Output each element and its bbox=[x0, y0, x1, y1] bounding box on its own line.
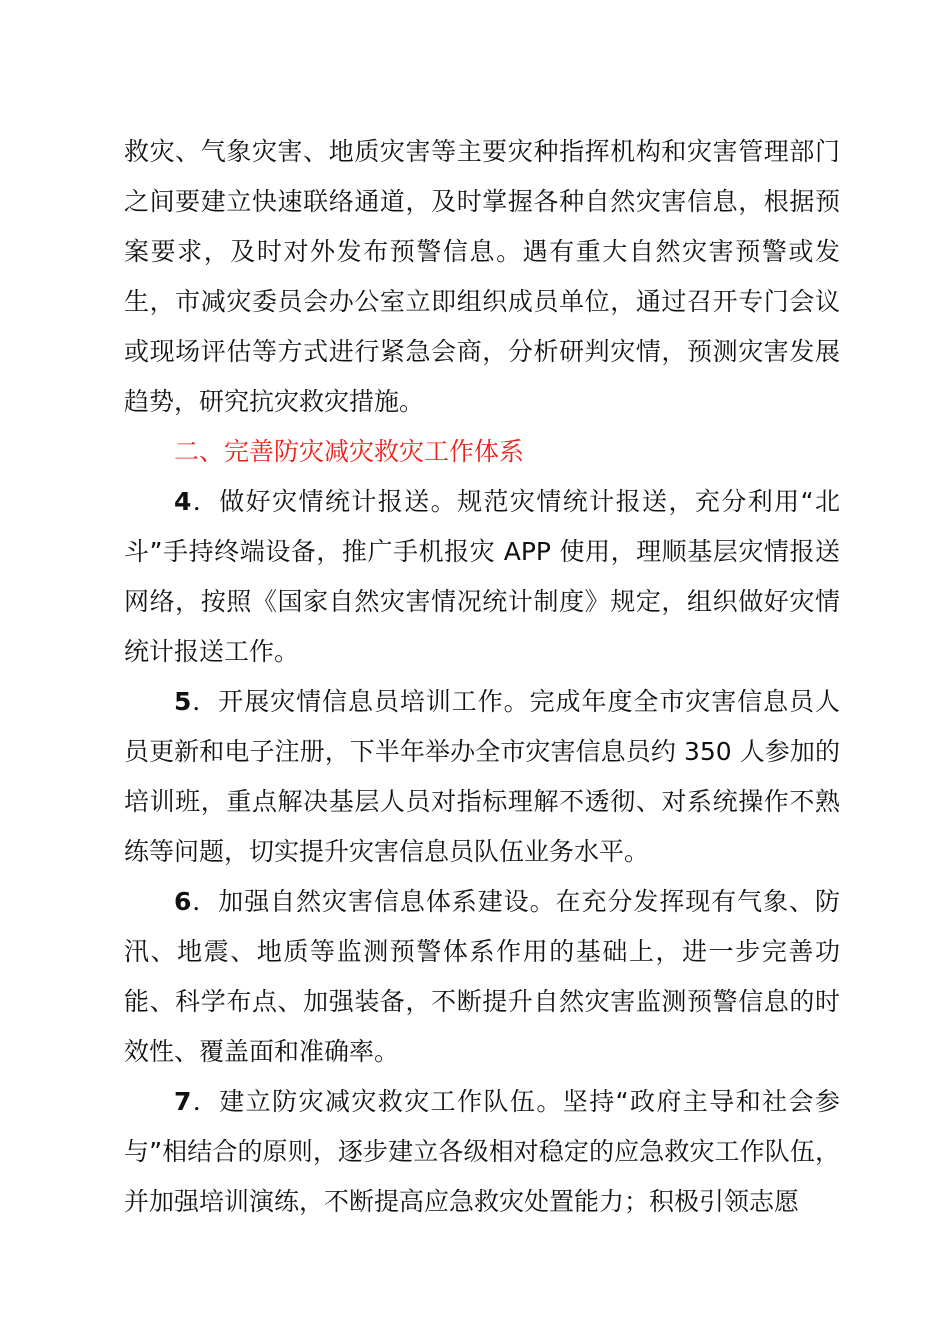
item-number: 7 bbox=[174, 1087, 192, 1116]
item-number: 6 bbox=[174, 887, 192, 916]
item-text: ．加强自然灾害信息体系建设。在充分发挥现有气象、防汛、地震、地质等监测预警体系作用的基础上，进一步完善功能、科学布点、加强装备，不断提升自然灾害监测预警信息的时效性、覆盖面和准确率。 bbox=[124, 887, 840, 1066]
item-text: ．做好灾情统计报送。规范灾情统计报送，充分利用“北斗”手持终端设备，推广手机报灾 APP 使用，理顺基层灾情报送网络，按照《国家自然灾害情况统计制度》规定，组织做好灾情统计报送工作。 bbox=[124, 487, 840, 666]
item-text: ．开展灾情信息员培训工作。完成年度全市灾害信息员人员更新和电子注册，下半年举办全市灾害信息员约 350 人参加的培训班，重点解决基层人员对指标理解不透彻、对系统操作不熟练等问题，切实提升灾害信息员队伍业务水平。 bbox=[124, 687, 840, 866]
document-body bbox=[124, 127, 840, 1227]
list-item bbox=[124, 477, 840, 677]
item-number: 4 bbox=[174, 487, 192, 516]
continuation-paragraph: 救灾、气象灾害、地质灾害等主要灾种指挥机构和灾害管理部门之间要建立快速联络通道，及时掌握各种自然灾害信息，根据预案要求，及时对外发布预警信息。遇有重大自然灾害预警或发生，市减灾委员会办公室立即组织成员单位，通过召开专门会议或现场评估等方式进行紧急会商，分析研判灾情，预测灾害发展趋势，研究抗灾救灾措施。 bbox=[124, 137, 840, 416]
section-heading: 二、完善防灾减灾救灾工作体系 bbox=[174, 437, 525, 466]
list-item bbox=[124, 677, 840, 877]
item-number: 5 bbox=[174, 687, 192, 716]
list-item bbox=[124, 877, 840, 1077]
item-text: ．建立防灾减灾救灾工作队伍。坚持“政府主导和社会参与”相结合的原则，逐步建立各级相对稳定的应急救灾工作队伍，并加强培训演练，不断提高应急救灾处置能力；积极引领志愿 bbox=[124, 1087, 840, 1216]
list-item bbox=[124, 1077, 840, 1227]
